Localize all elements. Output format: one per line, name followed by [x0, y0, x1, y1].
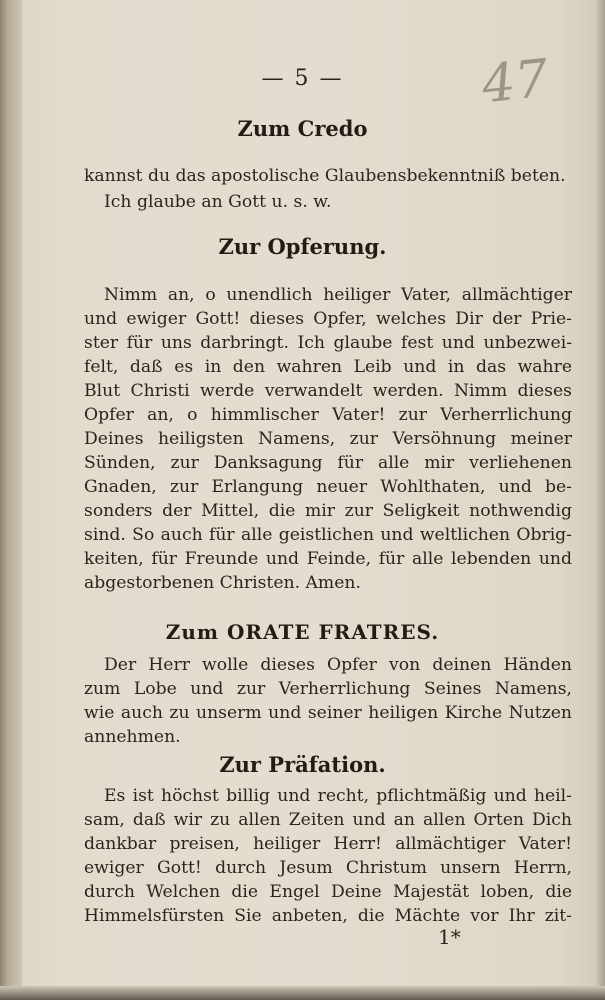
text-line: Der Herr wolle dieses Opfer von deinen Händen: [104, 655, 572, 675]
text-line: Blut Christi werde verwandelt werden. Nimm dieses: [84, 381, 572, 401]
text-line: Ich glaube an Gott u. s. w.: [104, 192, 332, 212]
text-line: sonders der Mittel, die mir zur Seligkeit nothwendig: [84, 501, 572, 521]
text-line: ster für uns darbringt. Ich glaube fest und unbezwei-: [84, 333, 572, 353]
text-line: dankbar preisen, heiliger Herr! allmächtiger Vater!: [84, 834, 572, 854]
text-line: und ewiger Gott! dieses Opfer, welches Dir der Prie-: [84, 309, 572, 329]
text-line: kannst du das apostolische Glaubensbekenntniß beten.: [84, 166, 566, 186]
heading-orate-fratres: Zum ORATE FRATRES.: [165, 620, 440, 644]
page-right-edge: [595, 0, 605, 1000]
text-line: zum Lobe und zur Verherrlichung Seines Namens,: [84, 679, 572, 699]
text-line: sind. So auch für alle geistlichen und weltlichen Obrig-: [84, 525, 572, 545]
text-line: annehmen.: [84, 727, 181, 747]
text-line: Sünden, zur Danksagung für alle mir verliehenen: [84, 453, 572, 473]
text-line: wie auch zu unserm und seiner heiligen Kirche Nutzen: [84, 703, 572, 723]
page-bottom-edge: [0, 986, 605, 1000]
heading-opferung: Zur Opferung.: [218, 234, 387, 259]
heading-credo: Zum Credo: [237, 116, 368, 141]
text-line: ewiger Gott! durch Jesum Christum unsern Herrn,: [84, 858, 572, 878]
page-number: — 5 —: [261, 66, 344, 91]
text-line: sam, daß wir zu allen Zeiten und an allen Orten Dich: [84, 810, 572, 830]
text-line: Opfer an, o himmlischer Vater! zur Verherrlichung: [84, 405, 572, 425]
text-line: Gnaden, zur Erlangung neuer Wohlthaten, und be-: [84, 477, 572, 497]
text-line: Es ist höchst billig und recht, pflichtmäßig und heil-: [104, 786, 572, 806]
signature-mark: 1*: [438, 925, 461, 949]
heading-praefation: Zur Präfation.: [219, 752, 386, 777]
text-line: Deines heiligsten Namens, zur Versöhnung meiner: [84, 429, 572, 449]
text-line: Nimm an, o unendlich heiliger Vater, allmächtiger: [104, 285, 572, 305]
text-line: durch Welchen die Engel Deine Majestät loben, die: [84, 882, 572, 902]
text-line: Himmelsfürsten Sie anbeten, die Mächte vor Ihr zit-: [84, 906, 572, 926]
text-line: abgestorbenen Christen. Amen.: [84, 573, 361, 593]
text-line: felt, daß es in den wahren Leib und in das wahre: [84, 357, 572, 377]
handwritten-annotation: 47: [479, 48, 552, 116]
book-binding-edge: [0, 0, 22, 1000]
text-line: keiten, für Freunde und Feinde, für alle lebenden und: [84, 549, 572, 569]
